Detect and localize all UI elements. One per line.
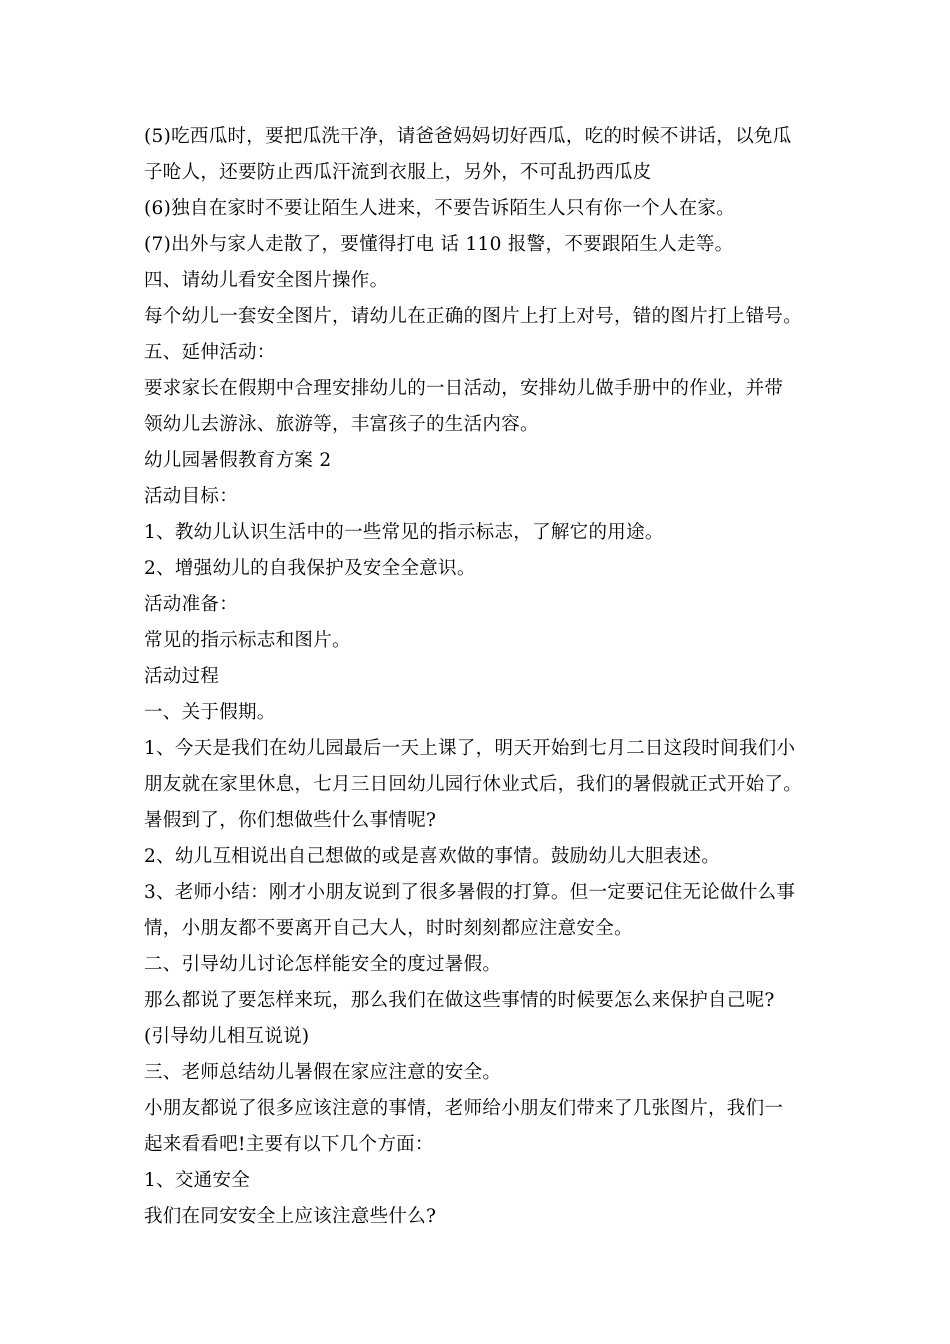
paragraph-line: (7)出外与家人走散了，要懂得打电 话 110 报警，不要跟陌生人走等。 xyxy=(144,234,734,255)
paragraph-line: 1、今天是我们在幼儿园最后一天上课了，明天开始到七月二日这段时间我们小 xyxy=(144,738,796,759)
paragraph-line: 常见的指示标志和图片。 xyxy=(144,630,351,651)
paragraph-line: 小朋友都说了很多应该注意的事情，老师给小朋友们带来了几张图片，我们一 xyxy=(144,1098,784,1119)
section-heading: 活动目标： xyxy=(144,486,239,507)
paragraph-line: 情，小朋友都不要离开自己大人，时时刻刻都应注意安全。 xyxy=(144,918,633,939)
paragraph-line: 领幼儿去游泳、旅游等，丰富孩子的生活内容。 xyxy=(144,414,539,435)
paragraph-line: 每个幼儿一套安全图片，请幼儿在正确的图片上打上对号，错的图片打上错号。 xyxy=(144,306,803,327)
paragraph-line: 我们在同安安全上应该注意些什么? xyxy=(144,1206,437,1227)
paragraph-line: 2、增强幼儿的自我保护及安全全意识。 xyxy=(144,558,476,579)
document-page xyxy=(144,119,814,1235)
paragraph-line: (5)吃西瓜时，要把瓜洗干净，请爸爸妈妈切好西瓜，吃的时候不讲话，以免瓜 xyxy=(144,126,792,147)
paragraph-line: 要求家长在假期中合理安排幼儿的一日活动，安排幼儿做手册中的作业，并带 xyxy=(144,378,784,399)
paragraph-line: 3、老师小结：刚才小朋友说到了很多暑假的打算。但一定要记住无论做什么事 xyxy=(144,882,796,903)
paragraph-line: 朋友就在家里休息，七月三日回幼儿园行休业式后，我们的暑假就正式开始了。 xyxy=(144,774,803,795)
section-heading: 三、老师总结幼儿暑假在家应注意的安全。 xyxy=(144,1062,502,1083)
section-heading: 1、交通安全 xyxy=(144,1170,251,1191)
section-heading: 一、关于假期。 xyxy=(144,702,276,723)
section-heading: 五、延伸活动： xyxy=(144,342,276,363)
section-heading: 四、请幼儿看安全图片操作。 xyxy=(144,270,389,291)
paragraph-line: (引导幼儿相互说说) xyxy=(144,1026,310,1047)
paragraph-line: (6)独自在家时不要让陌生人进来，不要告诉陌生人只有你一个人在家。 xyxy=(144,198,736,219)
paragraph-line: 1、教幼儿认识生活中的一些常见的指示标志，了解它的用途。 xyxy=(144,522,664,543)
paragraph-line: 2、幼儿互相说出自己想做的或是喜欢做的事情。鼓励幼儿大胆表述。 xyxy=(144,846,721,867)
paragraph-line: 那么都说了要怎样来玩，那么我们在做这些事情的时候要怎么来保护自己呢? xyxy=(144,990,775,1011)
paragraph-line: 起来看看吧!主要有以下几个方面： xyxy=(144,1134,434,1155)
section-heading: 活动准备： xyxy=(144,594,239,615)
document-title: 幼儿园暑假教育方案 2 xyxy=(144,450,332,471)
paragraph-line: 暑假到了，你们想做些什么事情呢? xyxy=(144,810,437,831)
section-heading: 活动过程 xyxy=(144,666,220,687)
section-heading: 二、引导幼儿讨论怎样能安全的度过暑假。 xyxy=(144,954,502,975)
paragraph-line: 子呛人，还要防止西瓜汗流到衣服上，另外，不可乱扔西瓜皮 xyxy=(144,162,652,183)
